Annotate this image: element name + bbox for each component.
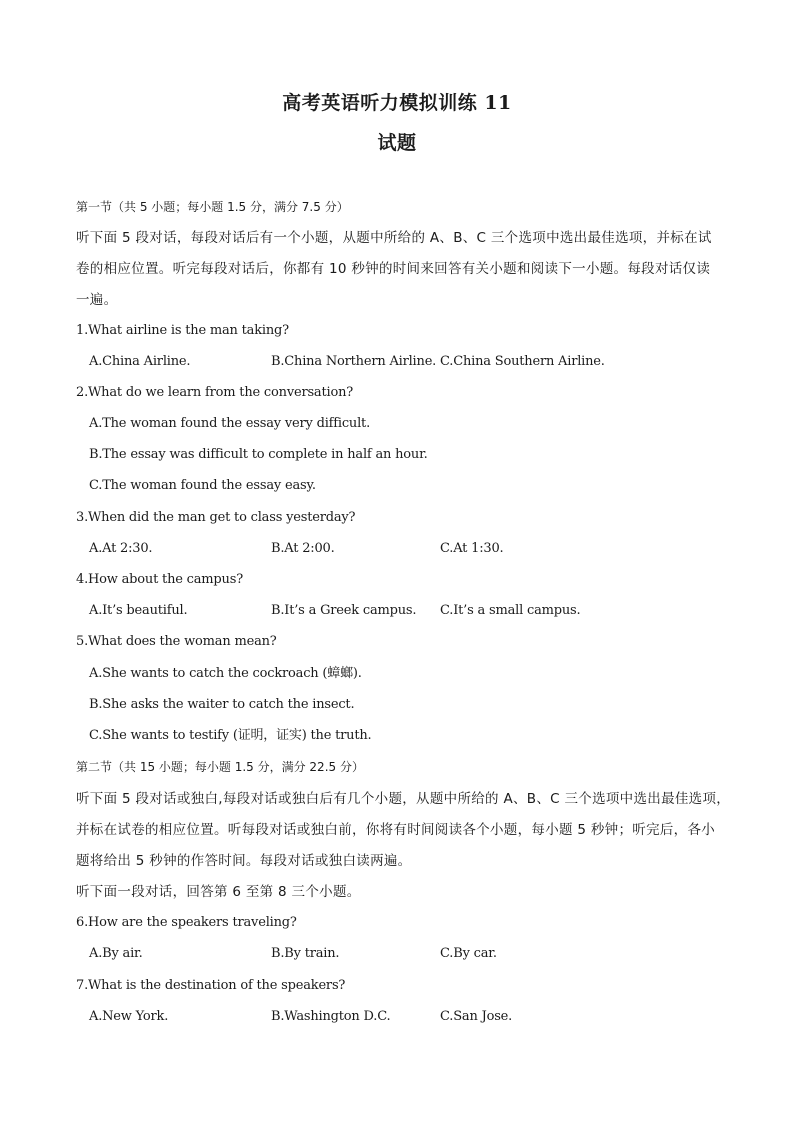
question-4-option-b: B.It’s a Greek campus. [271,603,417,618]
document-subtitle: 试题 [377,132,417,154]
question-3-option-c: C.At 1:30. [440,541,504,556]
question-2-option-a: A.The woman found the essay very difficult. [89,416,371,431]
question-6-option-b: B.By train. [271,946,340,961]
question-6-option-c: C.By car. [440,946,497,961]
section1-instruction-line: 听下面 5 段对话，每段对话后有一个小题，从题中所给的 A、B、C 三个选项中选出最佳选项，并标在试 [76,230,712,246]
section2-instruction-line: 题将给出 5 秒钟的作答时间。每段对话或独白读两遍。 [76,853,412,869]
question-4-option-c: C.It’s a small campus. [440,603,581,618]
question-5-option-a: A.She wants to catch the cockroach (蟑螂). [89,666,362,681]
section1-instruction-line: 卷的相应位置。听完每段对话后，你都有 10 秒钟的时间来回答有关小题和阅读下一小题。每段对话仅读 [76,261,711,277]
section1-heading: 第一节（共 5 小题；每小题 1.5 分，满分 7.5 分） [76,200,349,214]
question-6-stem: 6.How are the speakers traveling? [76,915,297,930]
question-5-stem: 5.What does the woman mean? [76,634,277,649]
question-3-stem: 3.When did the man get to class yesterday? [76,510,356,525]
question-1-stem: 1.What airline is the man taking? [76,323,289,338]
section2-instruction-line: 听下面 5 段对话或独白,每段对话或独白后有几个小题，从题中所给的 A、B、C 三个选项中选出最佳选项， [76,791,731,807]
question-1-option-b: B.China Northern Airline. [271,354,437,369]
question-2-option-c: C.The woman found the essay easy. [89,478,316,493]
question-2-stem: 2.What do we learn from the conversation? [76,385,354,400]
question-5-option-c: C.She wants to testify (证明，证实) the truth. [89,728,372,743]
question-7-option-c: C.San Jose. [440,1009,513,1024]
question-7-option-b: B.Washington D.C. [271,1009,391,1024]
question-7-stem: 7.What is the destination of the speakers? [76,978,346,993]
question-1-option-a: A.China Airline. [89,354,191,369]
question-2-option-b: B.The essay was difficult to complete in half an hour. [89,447,428,462]
question-6-option-a: A.By air. [89,946,143,961]
question-4-option-a: A.It’s beautiful. [89,603,188,618]
question-1-option-c: C.China Southern Airline. [440,354,605,369]
section2-instruction-line: 并标在试卷的相应位置。听每段对话或独白前，你将有时间阅读各个小题，每小题 5 秒钟；听完后，各小 [76,822,716,838]
question-4-stem: 4.How about the campus? [76,572,243,587]
document-title: 高考英语听力模拟训练 11 [282,92,512,114]
question-3-option-b: B.At 2:00. [271,541,335,556]
question-5-option-b: B.She asks the waiter to catch the insect. [89,697,355,712]
section1-instruction-line: 一遍。 [76,292,118,308]
question-3-option-a: A.At 2:30. [89,541,153,556]
question-7-option-a: A.New York. [89,1009,169,1024]
section2-sub-instruction: 听下面一段对话，回答第 6 至第 8 三个小题。 [76,884,361,900]
section2-heading: 第二节（共 15 小题；每小题 1.5 分，满分 22.5 分） [76,760,364,774]
